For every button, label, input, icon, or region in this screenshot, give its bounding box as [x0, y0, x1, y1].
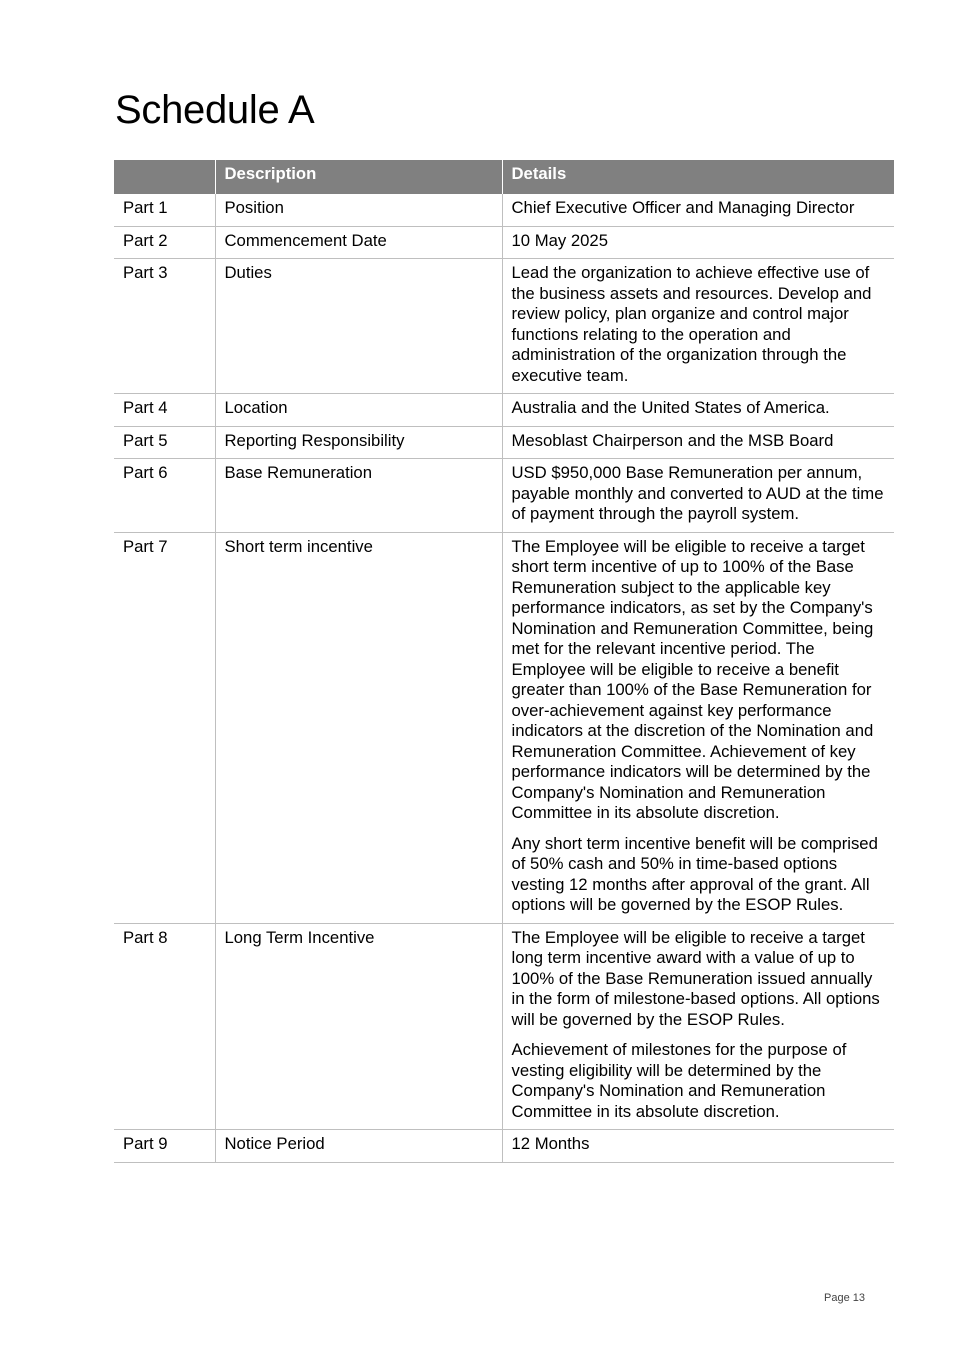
row-description: Position — [215, 194, 502, 226]
table-row — [114, 194, 894, 226]
table-row — [114, 259, 894, 394]
row-details — [502, 259, 894, 394]
table-row — [114, 394, 894, 427]
table-row — [114, 459, 894, 533]
table-row — [114, 532, 894, 923]
details-paragraph: The Employee will be eligible to receive a target long term incentive award with a value of up to 100% of the Base Remuneration issued annually in the form of milestone-based options. All options will be governed by the ESOP Rules. — [511, 927, 880, 1029]
row-description: Commencement Date — [215, 226, 502, 259]
row-details — [502, 923, 894, 1130]
row-part: Part 9 — [114, 1130, 215, 1163]
row-description: Reporting Responsibility — [215, 426, 502, 459]
table-row — [114, 426, 894, 459]
row-description: Long Term Incentive — [215, 923, 502, 1130]
row-description: Duties — [215, 259, 502, 394]
row-part: Part 1 — [114, 194, 215, 226]
details-paragraph: Mesoblast Chairperson and the MSB Board — [511, 430, 834, 450]
details-paragraph: USD $950,000 Base Remuneration per annum, payable monthly and converted to AUD at the time of payment through the payroll system. — [511, 463, 884, 523]
details-paragraph: Achievement of milestones for the purpose of vesting eligibility will be determined by the Company's Nomination and Remuneration Committee in its absolute discretion. — [511, 1040, 847, 1121]
row-details — [502, 394, 894, 427]
details-paragraph: The Employee will be eligible to receive a target short term incentive of up to 100% of the Base Remuneration subject to the applicable key performance indicators, as set by the Company's Nomination and Remuneration Committee, being met for the relevant incentive period. The Employee will be eligible to receive a benefit greater than 100% of the Base Remuneration for over-achievement against key performance indicators at the discretion of the Nomination and Remuneration Committee. Achievement of key performance indicators will be determined by the Company's Nomination and Remuneration Committee in its absolute discretion. — [511, 536, 874, 822]
row-description: Notice Period — [215, 1130, 502, 1163]
row-details — [502, 532, 894, 923]
details-paragraph: 10 May 2025 — [511, 230, 608, 250]
header-part — [114, 160, 215, 194]
table-body — [114, 194, 894, 1162]
page-number: Page 13 — [824, 1292, 865, 1304]
row-part: Part 8 — [114, 923, 215, 1130]
details-paragraph: 12 Months — [511, 1134, 590, 1153]
row-details — [502, 226, 894, 259]
details-paragraph: Australia and the United States of America. — [511, 398, 830, 417]
table-header-row — [114, 160, 894, 194]
details-paragraph: Lead the organization to achieve effective use of the business assets and resources. Develop and review policy, plan organize and control major functions relating to the operation and administration of the organization through the executive team. — [511, 263, 872, 385]
row-details — [502, 459, 894, 533]
details-paragraph: Chief Executive Officer and Managing Director — [511, 198, 855, 217]
row-description: Base Remuneration — [215, 459, 502, 533]
row-part: Part 2 — [114, 226, 215, 259]
table-row — [114, 1130, 894, 1163]
row-part: Part 7 — [114, 532, 215, 923]
schedule-table — [114, 160, 894, 1163]
header-description: Description — [215, 160, 502, 194]
row-details — [502, 1130, 894, 1163]
row-part: Part 6 — [114, 459, 215, 533]
row-part: Part 5 — [114, 426, 215, 459]
row-description: Short term incentive — [215, 532, 502, 923]
row-part: Part 4 — [114, 394, 215, 427]
table-row — [114, 923, 894, 1130]
page-title: Schedule A — [115, 88, 315, 132]
header-details: Details — [502, 160, 894, 194]
row-details — [502, 194, 894, 226]
row-description: Location — [215, 394, 502, 427]
details-paragraph: Any short term incentive benefit will be comprised of 50% cash and 50% in time-based options vesting 12 months after approval of the grant. All options will be governed by the ESOP Rules. — [511, 833, 878, 914]
row-details — [502, 426, 894, 459]
table-row — [114, 226, 894, 259]
row-part: Part 3 — [114, 259, 215, 394]
